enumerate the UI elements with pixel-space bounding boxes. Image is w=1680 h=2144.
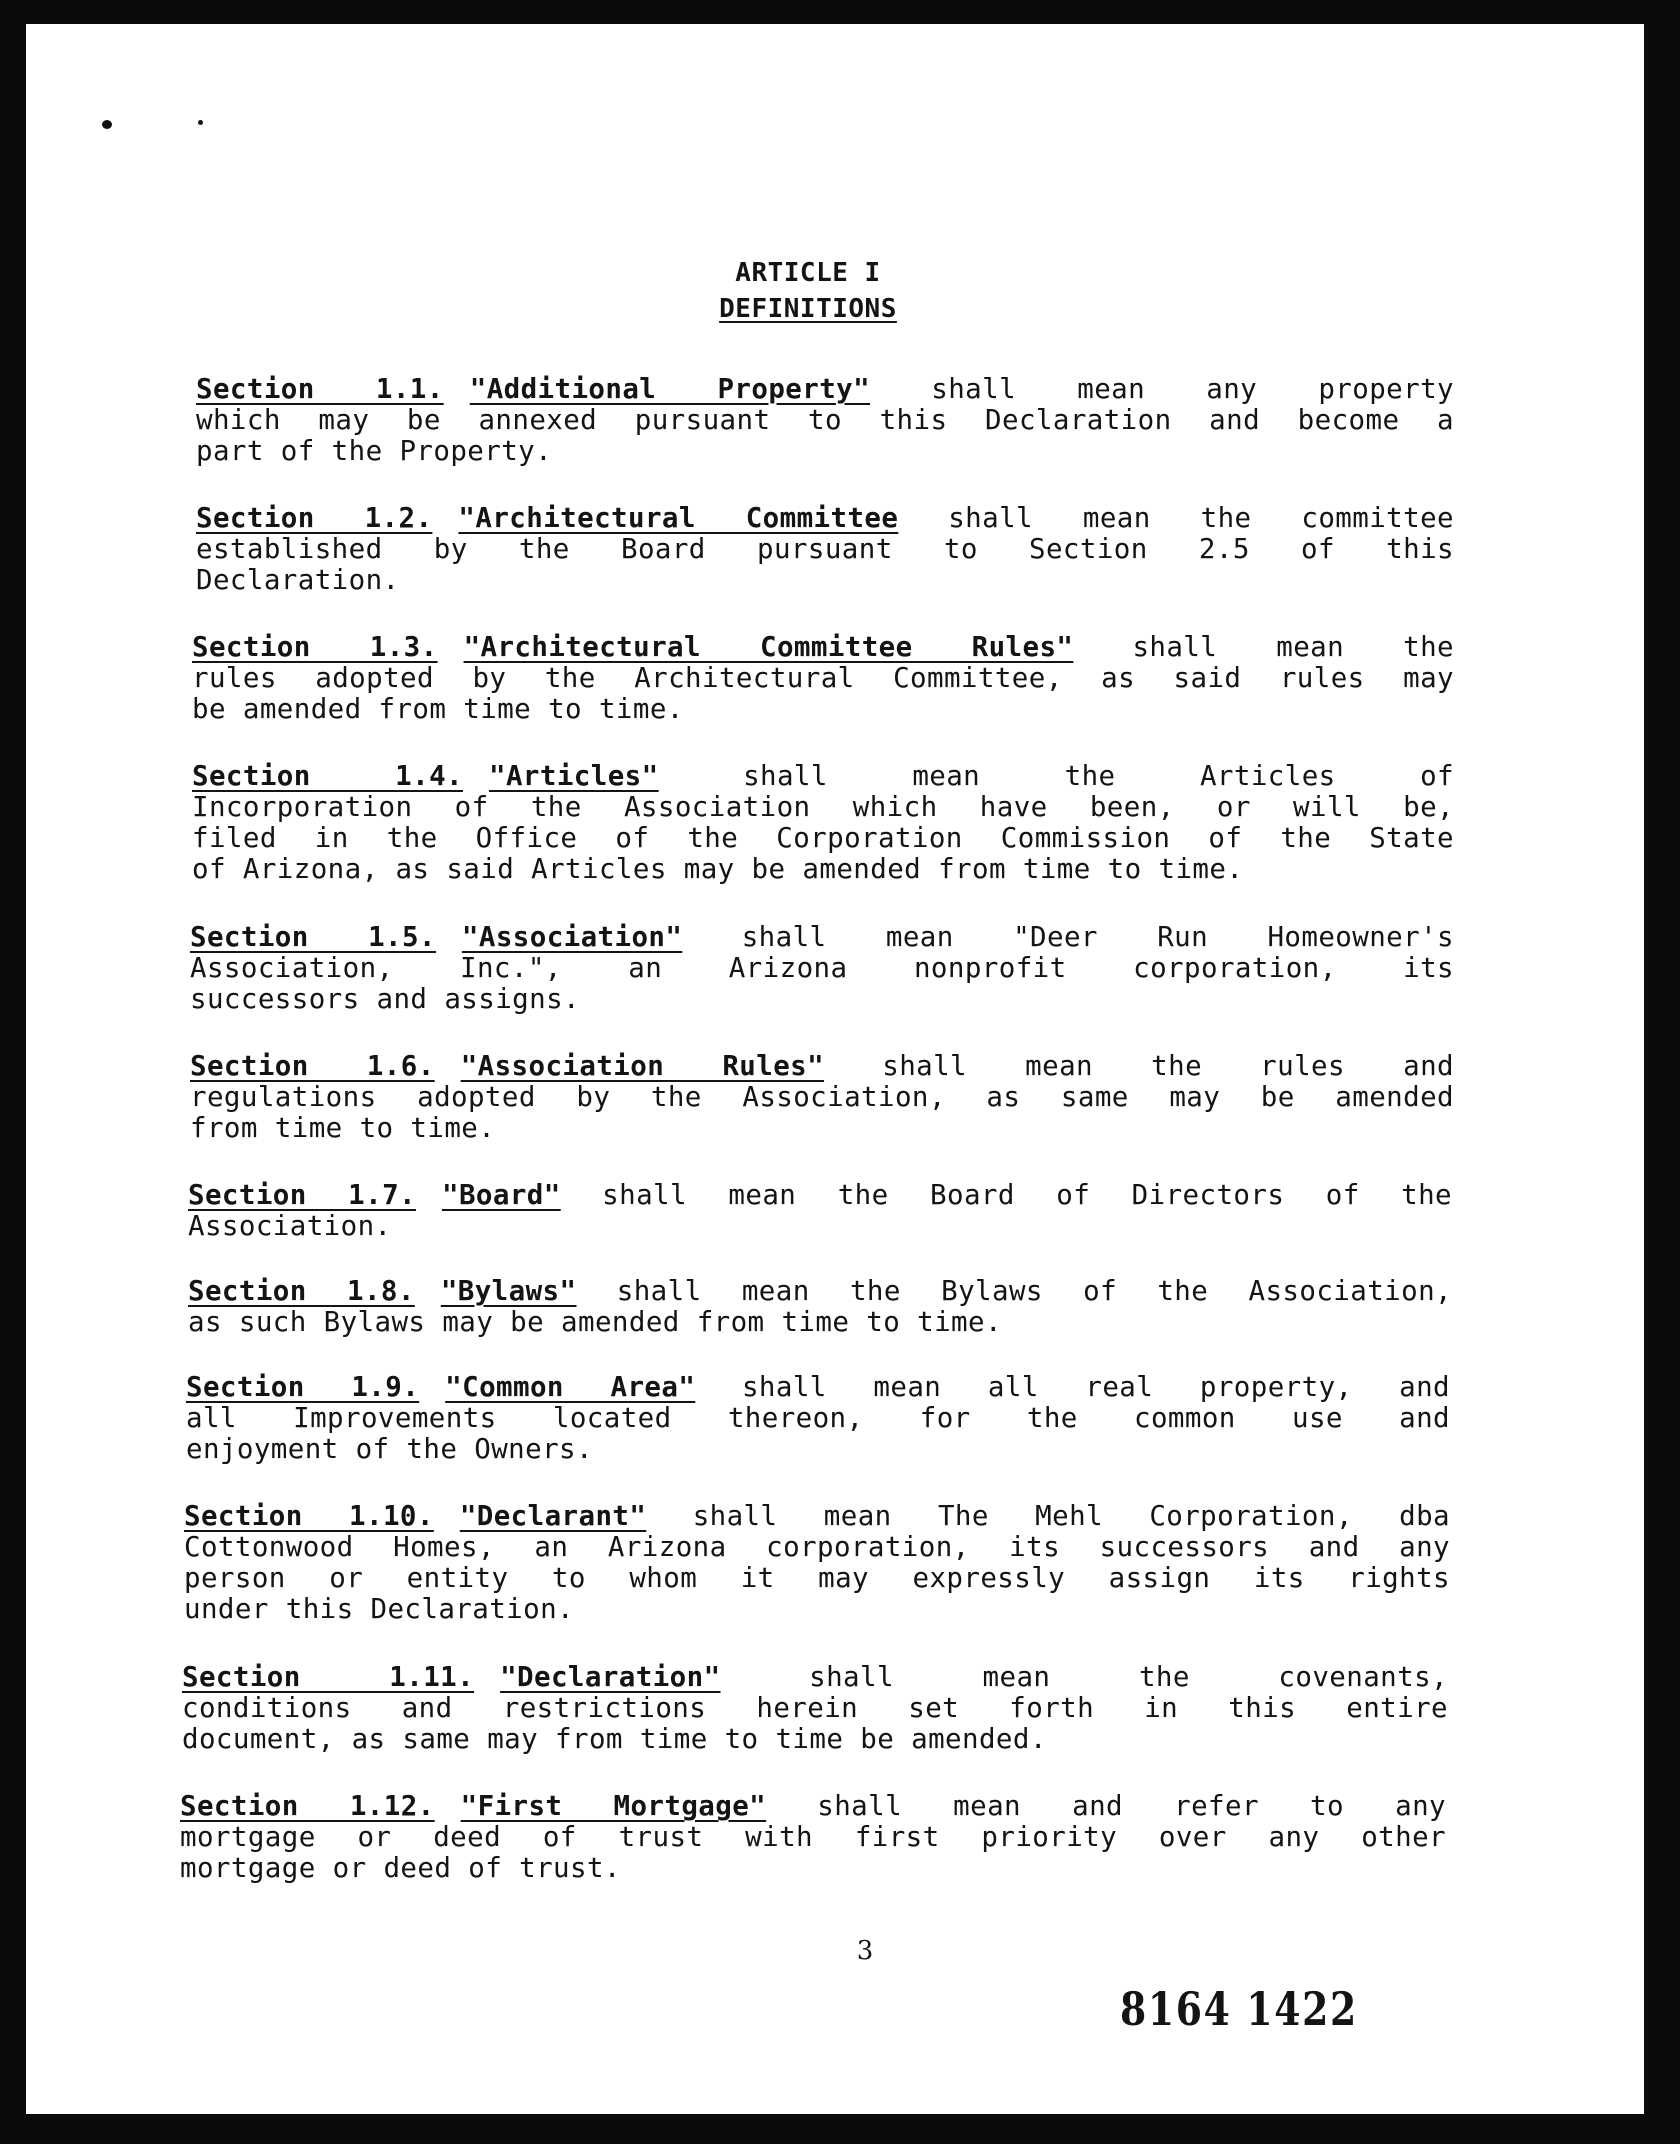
definition-line (186, 1403, 1450, 1434)
definition-line (192, 761, 1454, 792)
definition-text: established by the Board pursuant to Section 2.5 of this (196, 533, 1454, 565)
section-label: Section 1.9. (186, 1371, 420, 1403)
definition-text: Cottonwood Homes, an Arizona corporation, its successors and any (184, 1531, 1450, 1563)
defined-term: "Association" (461, 921, 683, 953)
section-label: Section 1.1. (196, 373, 444, 405)
definition-text: enjoyment of the Owners. (186, 1433, 593, 1465)
definition-text: of Arizona, as said Articles may be amended from time to time. (192, 853, 1244, 885)
definition-text: mortgage or deed of trust. (180, 1852, 621, 1884)
definition-line (182, 1693, 1448, 1724)
definition-line (184, 1563, 1450, 1594)
definition-section (186, 1372, 1450, 1465)
definition-line (188, 1180, 1452, 1211)
section-label: Section 1.12. (180, 1790, 435, 1822)
definition-line (196, 503, 1454, 534)
definition-text: regulations adopted by the Association, as same may be amended (190, 1081, 1454, 1113)
section-label: Section 1.7. (188, 1179, 416, 1211)
defined-term: "Board" (442, 1179, 561, 1211)
section-label: Section 1.2. (196, 502, 433, 534)
definition-line (180, 1791, 1446, 1822)
definition-line (186, 1372, 1450, 1403)
definition-line (190, 1113, 1454, 1144)
definition-text: mortgage or deed of trust with first priority over any other (180, 1821, 1446, 1853)
definition-line (196, 534, 1454, 565)
definition-text: from time to time. (190, 1112, 496, 1144)
definition-text: filed in the Office of the Corporation Commission of the State (192, 822, 1454, 854)
section-label: Section 1.11. (182, 1661, 475, 1693)
defined-term: "Common Area" (445, 1371, 696, 1403)
definition-line (196, 405, 1454, 436)
definition-line (182, 1724, 1448, 1755)
definition-text: be amended from time to time. (192, 693, 684, 725)
definition-text: shall mean the Articles of (743, 760, 1454, 792)
definition-text: shall mean all real property, and (741, 1371, 1450, 1403)
definition-section (196, 503, 1454, 596)
article-title: ARTICLE I (735, 258, 881, 288)
article-subtitle (26, 294, 1590, 324)
definition-text: which may be annexed pursuant to this Declaration and become a (196, 404, 1454, 436)
definition-line (182, 1662, 1448, 1693)
defined-term: "Architectural Committee (458, 502, 899, 534)
defined-term: "Architectural Committee Rules" (463, 631, 1074, 663)
defined-term: "Association Rules" (460, 1050, 825, 1082)
definition-text: under this Declaration. (184, 1593, 574, 1625)
definition-text: shall mean the covenants, (809, 1661, 1448, 1693)
defined-term: "Additional Property" (469, 373, 871, 405)
definition-text: shall mean The Mehl Corporation, dba (692, 1500, 1450, 1532)
definition-line (196, 436, 1454, 467)
definition-section (188, 1180, 1452, 1242)
definition-section (182, 1662, 1448, 1755)
definition-line (188, 1211, 1452, 1242)
definition-text: shall mean the rules and (882, 1050, 1454, 1082)
definition-text: shall mean any property (931, 373, 1454, 405)
section-label: Section 1.6. (190, 1050, 435, 1082)
definition-line (190, 984, 1454, 1015)
definition-text: shall mean "Deer Run Homeowner's (741, 921, 1454, 953)
definition-section (190, 922, 1454, 1015)
definition-line (184, 1532, 1450, 1563)
document-number: 8164 1422 (1120, 1982, 1358, 2036)
definition-line (192, 823, 1454, 854)
definition-text: as such Bylaws may be amended from time to time. (188, 1306, 1002, 1338)
definition-line (184, 1594, 1450, 1625)
page-number: 3 (856, 1936, 874, 1966)
defined-term: "First Mortgage" (460, 1790, 767, 1822)
definition-text: Association. (188, 1210, 392, 1242)
document-page (26, 24, 1644, 2114)
definition-line (190, 1082, 1454, 1113)
definition-line (188, 1276, 1452, 1307)
definition-text: shall mean the Board of Directors of the (602, 1179, 1452, 1211)
definition-text: all Improvements located thereon, for the common use and (186, 1402, 1450, 1434)
section-label: Section 1.5. (190, 921, 436, 953)
section-label: Section 1.4. (192, 760, 463, 792)
defined-term: "Declaration" (500, 1661, 721, 1693)
definition-text: Association, Inc.", an Arizona nonprofit corporation, its (190, 952, 1454, 984)
definition-section (192, 632, 1454, 725)
definition-section (184, 1501, 1450, 1625)
definition-text: part of the Property. (196, 435, 553, 467)
scan-speck (198, 120, 203, 125)
definition-line (190, 953, 1454, 984)
definition-line (180, 1853, 1446, 1884)
definition-text: successors and assigns. (190, 983, 580, 1015)
definition-section (180, 1791, 1446, 1884)
definition-text: Declaration. (196, 564, 400, 596)
definition-line (190, 922, 1454, 953)
definition-line (196, 565, 1454, 596)
definition-section (188, 1276, 1452, 1338)
definition-line (192, 792, 1454, 823)
definition-line (192, 694, 1454, 725)
definition-line (190, 1051, 1454, 1082)
definition-text: shall mean the Bylaws of the Association, (616, 1275, 1452, 1307)
definition-line (184, 1501, 1450, 1532)
section-label: Section 1.8. (188, 1275, 415, 1307)
definition-section (190, 1051, 1454, 1144)
definition-text: conditions and restrictions herein set forth in this entire (182, 1692, 1448, 1724)
definition-section (192, 761, 1454, 885)
defined-term: "Articles" (489, 760, 659, 792)
defined-term: "Bylaws" (440, 1275, 577, 1307)
definition-line (186, 1434, 1450, 1465)
section-label: Section 1.10. (184, 1500, 434, 1532)
definition-text: document, as same may from time to time be amended. (182, 1723, 1047, 1755)
definition-text: shall mean the committee (948, 502, 1454, 534)
definition-line (196, 374, 1454, 405)
defined-term: "Declarant" (459, 1500, 647, 1532)
article-subtitle-text: DEFINITIONS (719, 294, 897, 324)
definition-line (192, 663, 1454, 694)
definition-line (192, 632, 1454, 663)
definition-text: rules adopted by the Architectural Committee, as said rules may (192, 662, 1454, 694)
definition-text: shall mean and refer to any (817, 1790, 1446, 1822)
definition-text: Incorporation of the Association which have been, or will be, (192, 791, 1454, 823)
definition-line (188, 1307, 1452, 1338)
definition-line (180, 1822, 1446, 1853)
section-label: Section 1.3. (192, 631, 438, 663)
scan-speck (102, 120, 112, 129)
definition-line (192, 854, 1454, 885)
definition-section (196, 374, 1454, 467)
definition-text: shall mean the (1132, 631, 1454, 663)
definition-text: person or entity to whom it may expressly assign its rights (184, 1562, 1450, 1594)
